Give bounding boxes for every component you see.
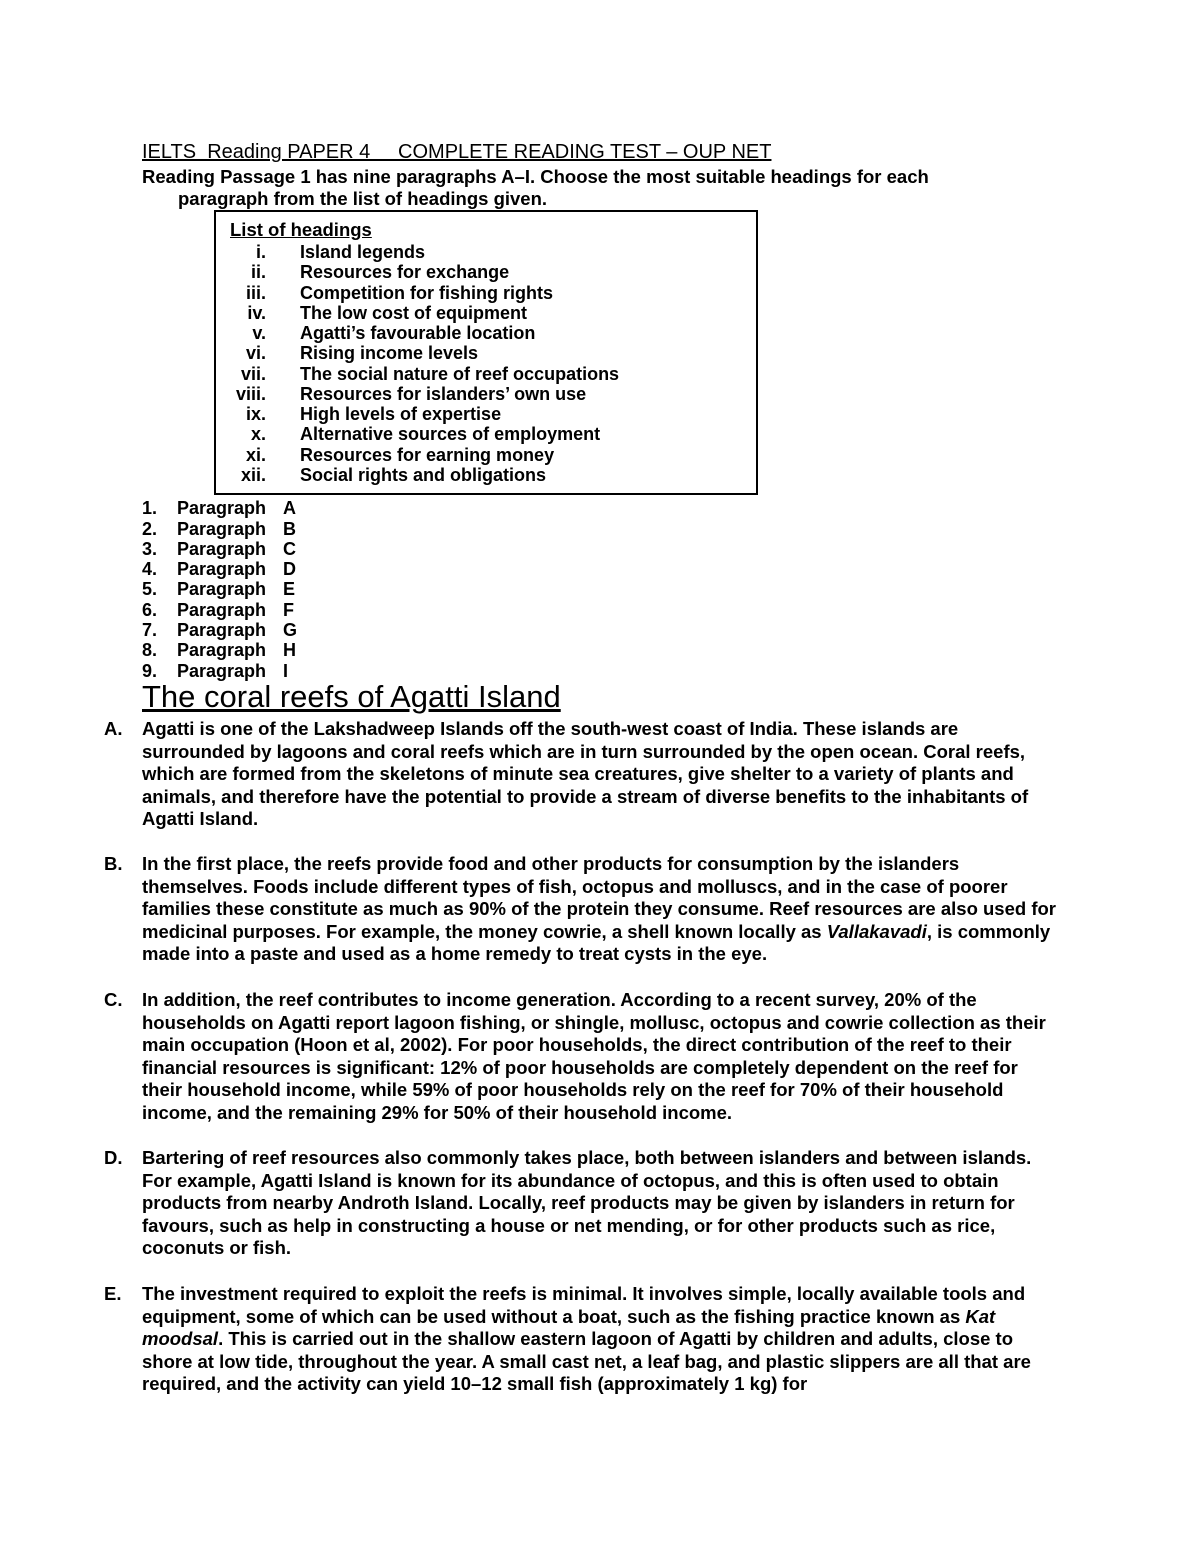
- instructions: [142, 166, 1022, 210]
- paragraph-letter: E.: [104, 1283, 122, 1304]
- heading-number: xii.: [240, 465, 266, 485]
- question-letter: B: [283, 519, 296, 539]
- heading-text: Competition for fishing rights: [300, 283, 553, 303]
- paragraph-letter: C.: [104, 989, 123, 1010]
- question-label: Paragraph: [177, 600, 267, 620]
- heading-item: [216, 242, 756, 262]
- heading-number: ii.: [250, 262, 266, 282]
- heading-item: [216, 424, 756, 444]
- heading-item: [216, 404, 756, 424]
- heading-item: [216, 283, 756, 303]
- heading-number: iv.: [247, 303, 266, 323]
- list-of-headings-box: [214, 210, 758, 495]
- heading-number: iii.: [245, 283, 266, 303]
- paragraph-text-part: , is commonly made into a paste and used as a home remedy to treat cysts in the eye.: [142, 920, 1051, 965]
- question-letter: G: [283, 620, 298, 640]
- question-number: 3.: [142, 539, 158, 559]
- heading-text: Social rights and obligations: [300, 465, 547, 485]
- question-letter: D: [283, 559, 296, 579]
- heading-number: v.: [252, 323, 266, 343]
- heading-item: [216, 445, 756, 465]
- question-label: Paragraph: [177, 579, 267, 599]
- page-title: IELTS Reading PAPER 4 COMPLETE READING TEST – OUP NET: [142, 141, 772, 163]
- paragraph-italic-term: Vallakavadi: [826, 920, 927, 942]
- question-letter: H: [283, 640, 296, 660]
- heading-item: [216, 262, 756, 282]
- question-label: Paragraph: [177, 498, 267, 518]
- paragraph-text-part: . This is carried out in the shallow eastern lagoon of Agatti by children and adults, close to shore at low tide, throughout the year. A small cast net, a leaf bag, and plastic slippers are all that are required, and the activity can yield 10–12 small fish (approximately 1 kg) for: [142, 1328, 1031, 1395]
- heading-number: ix.: [245, 404, 266, 424]
- heading-number: vii.: [240, 364, 266, 384]
- paragraph-text: In addition, the reef contributes to income generation. According to a recent survey, 20% of the households on Agatti report lagoon fishing, or shingle, mollusc, octopus and cowrie collection as their main occupation (Hoon et al, 2002). For poor households, the direct contribution of the reef to their financial resources is significant: 12% of poor households are completely dependent on the reef for their household income, while 59% of poor households rely on the reef for 70% of their household income, and the remaining 29% for 50% of their household income.: [142, 989, 1046, 1123]
- heading-item: [216, 323, 756, 343]
- heading-text: Rising income levels: [300, 343, 479, 363]
- question-label: Paragraph: [177, 661, 267, 681]
- heading-text: Resources for islanders’ own use: [300, 384, 587, 404]
- question-number: 1.: [142, 498, 158, 518]
- question-number: 6.: [142, 600, 158, 620]
- heading-number: i.: [255, 242, 266, 262]
- question-letter: E: [283, 579, 296, 599]
- paragraph-letter: A.: [104, 718, 123, 739]
- paragraph-italic-term: Kat moodsal: [142, 1305, 996, 1350]
- paragraph-text: [142, 853, 1062, 966]
- heading-item: [216, 343, 756, 363]
- passage-title: The coral reefs of Agatti Island: [142, 679, 561, 714]
- question-label: Paragraph: [177, 640, 267, 660]
- heading-number: x.: [250, 424, 266, 444]
- question-number: 5.: [142, 579, 158, 599]
- heading-item: [216, 364, 756, 384]
- paragraph-letter: D.: [104, 1147, 123, 1168]
- heading-text: Resources for earning money: [300, 445, 555, 465]
- question-label: Paragraph: [177, 519, 267, 539]
- paragraph-text: Agatti is one of the Lakshadweep Islands off the south-west coast of India. These islands are surrounded by lagoons and coral reefs which are in turn surrounded by the open ocean. Coral reefs, which are formed from the skeletons of minute sea creatures, give shelter to a variety of plants and animals, and therefore have the potential to provide a stream of diverse benefits to the inhabitants of Agatti Island.: [142, 718, 1029, 830]
- question-letter: I: [283, 661, 289, 681]
- heading-number: xi.: [245, 445, 266, 465]
- question-number: 4.: [142, 559, 158, 579]
- question-letter: C: [283, 539, 296, 559]
- heading-item: [216, 384, 756, 404]
- list-of-headings-title: List of headings: [230, 219, 372, 240]
- paragraph-text: [142, 1283, 1062, 1396]
- question-label: Paragraph: [177, 620, 267, 640]
- heading-text: Island legends: [300, 242, 426, 262]
- heading-item: [216, 465, 756, 485]
- paragraph-text-part: The investment required to exploit the reefs is minimal. It involves simple, locally available tools and equipment, some of which can be used without a boat, such as the fishing practice known as: [142, 1283, 1026, 1327]
- heading-text: Agatti’s favourable location: [300, 323, 536, 343]
- heading-text: High levels of expertise: [300, 404, 502, 424]
- question-number: 2.: [142, 519, 158, 539]
- paragraph-text: Bartering of reef resources also commonly takes place, both between islanders and between islands. For example, Agatti Island is known for its abundance of octopus, and this is often used to obtain products from nearby Androth Island. Locally, reef products may be given by islanders in return for favours, such as help in constructing a house or net mending, or for other products such as rice, coconuts or fish.: [142, 1147, 1032, 1259]
- question-label: Paragraph: [177, 559, 267, 579]
- heading-number: viii.: [235, 384, 266, 404]
- heading-number: vi.: [245, 343, 266, 363]
- paragraph-letter: B.: [104, 853, 123, 874]
- heading-text: The social nature of reef occupations: [300, 364, 620, 384]
- question-number: 9.: [142, 661, 158, 681]
- instructions-line-1: Reading Passage 1 has nine paragraphs A–I. Choose the most suitable headings for each: [142, 166, 929, 187]
- instructions-line-2: paragraph from the list of headings given.: [178, 188, 548, 209]
- question-label: Paragraph: [177, 539, 267, 559]
- heading-text: The low cost of equipment: [300, 303, 528, 323]
- heading-text: Alternative sources of employment: [300, 424, 601, 444]
- question-number: 8.: [142, 640, 158, 660]
- question-number: 7.: [142, 620, 158, 640]
- question-letter: A: [283, 498, 296, 518]
- heading-item: [216, 303, 756, 323]
- paragraph-text-part: In the first place, the reefs provide food and other products for consumption by the islanders themselves. Foods include different types of fish, octopus and molluscs, and in the case of poorer families these constitute as much as 90% of the protein they consume. Reef resources are also used for medicinal purposes. For example, the money cowrie, a shell known locally as: [142, 853, 1056, 942]
- heading-text: Resources for exchange: [300, 262, 510, 282]
- question-letter: F: [283, 600, 294, 620]
